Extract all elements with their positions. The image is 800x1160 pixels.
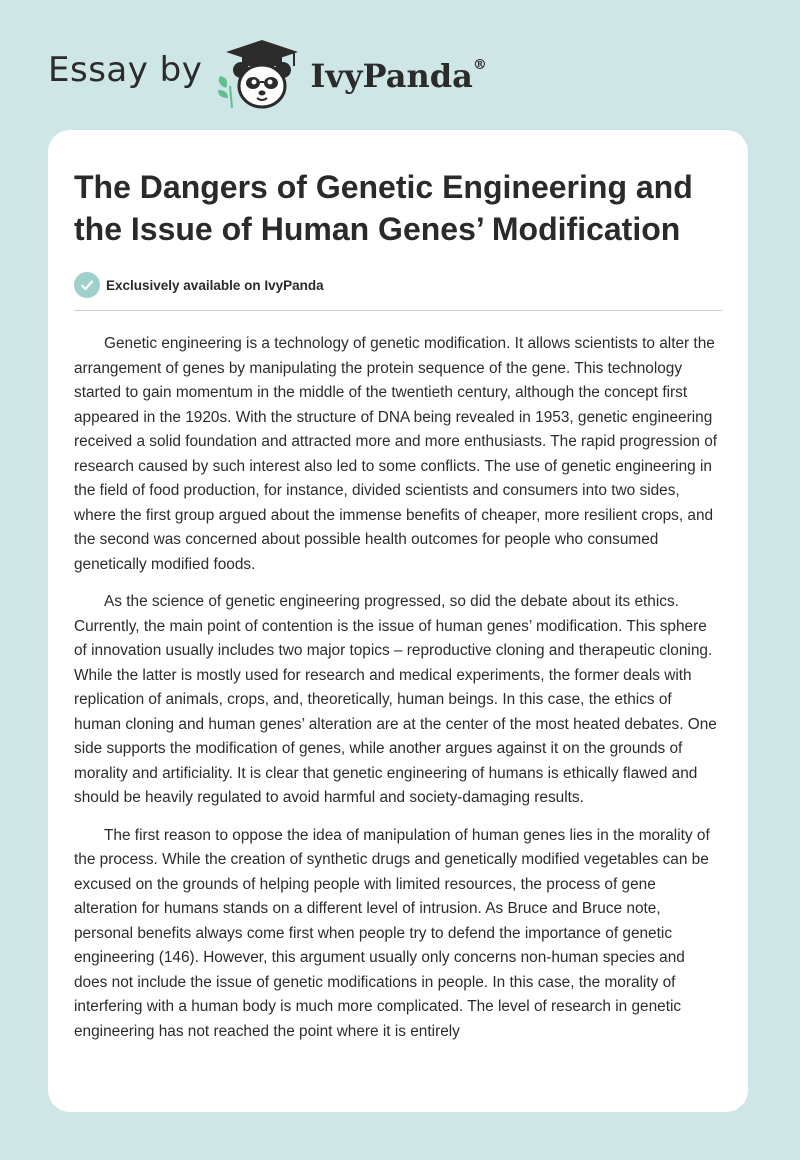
site-header: [48, 36, 487, 112]
essay-by-label: Essay by: [48, 50, 203, 90]
exclusive-badge: [74, 271, 722, 299]
ivypanda-logo-icon[interactable]: [212, 36, 308, 112]
brand-text: IvyPanda: [310, 57, 473, 95]
essay-paragraph-3: The first reason to oppose the idea of manipulation of human genes lies in the morality of the process. While the creation of synthetic drugs and genetically modified vegetables can be excused on the grounds of helping people with limited resources, the process of gene alteration for humans stands on a different level of intrusion. As Bruce and Bruce note, personal benefits always come first when people try to defend the importance of genetic engineering (146). However, this argument usually only concerns non-human species and does not include the issue of genetic modifications in people. In this case, the morality of interfering with a human body is much more complicated. The level of research in genetic engineering has not reached the point where it is entirely: [74, 826, 710, 1040]
trademark-symbol: ®: [472, 57, 487, 74]
essay-card: [48, 130, 748, 1112]
divider: [74, 310, 722, 311]
exclusive-label: Exclusively available on IvyPanda: [106, 277, 324, 293]
check-icon: [74, 272, 100, 298]
essay-title: The Dangers of Genetic Engineering and the Issue of Human Genes’ Modification: [74, 169, 693, 247]
essay-paragraph-2: As the science of genetic engineering progressed, so did the debate about its ethics. Currently, the main point of contention is the issue of human genes’ modification. This sphere of innovation usually includes two major topics – reproductive cloning and therapeutic cloning. While the latter is mostly used for research and medical experiments, the former deals with replication of animals, crops, and, theoretically, human beings. In this case, the ethics of human cloning and human genes’ alteration are at the center of the most heated debates. One side supports the modification of genes, while another argues against it on the grounds of morality and artificiality. It is clear that genetic engineering of humans is ethically flawed and should be heavily regulated to avoid harmful and society-damaging results.: [74, 593, 717, 806]
brand-name[interactable]: [310, 57, 486, 95]
essay-paragraph-1: Genetic engineering is a technology of genetic modification. It allows scientists to alter the arrangement of genes by manipulating the protein sequence of the gene. This technology started to gain momentum in the middle of the twentieth century, although the concept first appeared in the 1920s. With the structure of DNA being revealed in 1953, genetic engineering received a solid foundation and attracted more and more enthusiasts. The rapid progression of research caused by such interest also led to some conflicts. The use of genetic engineering in the field of food production, for instance, divided scientists and consumers into two sides, where the first group argued about the immense benefits of cheaper, more resilient crops, and the second was concerned about possible health outcomes for people who consumed genetically modified foods.: [74, 335, 718, 573]
